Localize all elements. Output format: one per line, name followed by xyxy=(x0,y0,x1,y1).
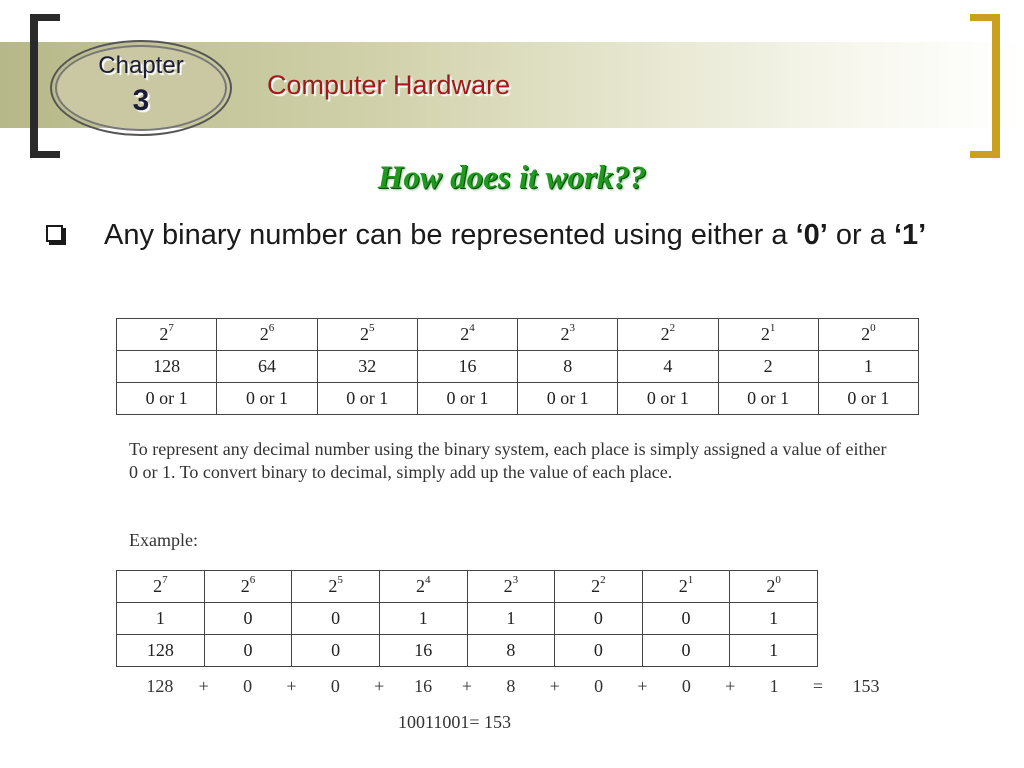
bit-cell: 1 xyxy=(117,603,205,635)
sum-term: 0 xyxy=(681,676,691,696)
option-cell: 0 or 1 xyxy=(718,383,818,415)
example-bits-row xyxy=(117,603,818,635)
power-base: 2 xyxy=(591,576,601,596)
sum-term: 1 xyxy=(769,676,779,696)
power-exponent: 4 xyxy=(469,322,475,334)
value-cell: 4 xyxy=(618,351,718,383)
option-cell: 0 or 1 xyxy=(417,383,517,415)
explanation-paragraph: To represent any decimal number using the binary system, each place is simply assigned a value of either 0 or 1. To convert binary to decimal, simply add up the value of each place. xyxy=(129,439,887,482)
value-cell: 32 xyxy=(317,351,417,383)
plus-operator: + xyxy=(374,676,385,696)
power-exponent: 3 xyxy=(569,322,575,334)
power-cell xyxy=(718,319,818,351)
sum-term: 16 xyxy=(414,676,433,696)
plus-operator: + xyxy=(637,676,648,696)
power-base: 2 xyxy=(159,324,169,344)
power-cell xyxy=(379,571,467,603)
bullet-text-middle: or a xyxy=(827,219,894,251)
bit-cell: 1 xyxy=(379,603,467,635)
example-label: Example: xyxy=(129,530,198,550)
bullet-text xyxy=(104,217,1004,253)
sum-term: 0 xyxy=(243,676,253,696)
value-cell: 16 xyxy=(417,351,517,383)
power-exponent: 6 xyxy=(268,322,275,334)
power-cell xyxy=(818,319,918,351)
power-base: 2 xyxy=(760,324,770,344)
value-cell: 2 xyxy=(718,351,818,383)
option-cell: 0 or 1 xyxy=(217,383,317,415)
place-value-table xyxy=(116,318,919,415)
bit-cell: 0 xyxy=(642,603,730,635)
bit-cell: 0 xyxy=(204,603,292,635)
power-base: 2 xyxy=(415,576,425,596)
power-base: 2 xyxy=(766,576,776,596)
result-equation: 10011001= 153 xyxy=(398,712,511,732)
power-exponent: 4 xyxy=(424,574,431,586)
power-exponent: 6 xyxy=(249,574,256,586)
power-base: 2 xyxy=(560,324,570,344)
power-cell xyxy=(217,319,317,351)
checkbox-bullet-icon xyxy=(46,225,63,242)
place-value-cell: 1 xyxy=(730,635,818,667)
power-exponent: 7 xyxy=(162,574,168,586)
example-table xyxy=(116,570,818,667)
power-base: 2 xyxy=(460,324,470,344)
sum-term: 8 xyxy=(506,676,516,696)
power-exponent: 7 xyxy=(168,322,174,334)
power-base: 2 xyxy=(503,576,513,596)
power-cell xyxy=(117,571,205,603)
example-powers-row xyxy=(117,571,818,603)
power-base: 2 xyxy=(259,324,269,344)
option-cell: 0 or 1 xyxy=(618,383,718,415)
power-exponent: 0 xyxy=(775,574,781,586)
sum-term: 0 xyxy=(594,676,604,696)
power-exponent: 5 xyxy=(368,322,375,334)
equals-operator: = xyxy=(812,676,824,696)
power-cell xyxy=(730,571,818,603)
power-exponent: 2 xyxy=(600,574,606,586)
plus-operator: + xyxy=(461,676,473,696)
bullet-text-start: Any binary number can be represented using either a xyxy=(104,219,796,251)
option-cell: 0 or 1 xyxy=(317,383,417,415)
power-base: 2 xyxy=(153,576,163,596)
power-cell xyxy=(467,571,555,603)
value-cell: 64 xyxy=(217,351,317,383)
place-value-cell: 0 xyxy=(204,635,292,667)
value-cell: 1 xyxy=(818,351,918,383)
power-exponent: 2 xyxy=(669,322,676,334)
sum-term: 0 xyxy=(330,676,340,696)
power-exponent: 5 xyxy=(337,574,343,586)
power-cell xyxy=(317,319,417,351)
plus-operator: + xyxy=(725,676,736,696)
plus-operator: + xyxy=(286,676,297,696)
power-base: 2 xyxy=(660,324,670,344)
chapter-label: Chapter xyxy=(98,52,184,79)
right-bracket-decoration xyxy=(970,14,1000,158)
options-row xyxy=(117,383,919,415)
bit-cell: 0 xyxy=(292,603,380,635)
slide-title: How does it work?? xyxy=(377,160,647,196)
plus-operator: + xyxy=(198,676,209,696)
bullet-bold-zero: ‘0’ xyxy=(795,219,828,251)
place-value-cell: 0 xyxy=(642,635,730,667)
power-cell xyxy=(618,319,718,351)
bit-cell: 1 xyxy=(467,603,555,635)
power-exponent: 3 xyxy=(512,574,519,586)
power-base: 2 xyxy=(861,324,871,344)
header-title: Computer Hardware xyxy=(267,70,511,100)
bit-cell: 0 xyxy=(555,603,643,635)
power-exponent: 1 xyxy=(769,322,776,334)
option-cell: 0 or 1 xyxy=(117,383,217,415)
sum-total: 153 xyxy=(852,676,880,696)
power-cell xyxy=(555,571,643,603)
place-value-cell: 0 xyxy=(292,635,380,667)
power-cell xyxy=(117,319,217,351)
value-cell: 128 xyxy=(117,351,217,383)
option-cell: 0 or 1 xyxy=(518,383,618,415)
bit-cell: 1 xyxy=(730,603,818,635)
value-cell: 8 xyxy=(518,351,618,383)
power-exponent: 0 xyxy=(870,322,876,334)
plus-operator: + xyxy=(549,676,560,696)
bullet-bold-one: ‘1’ xyxy=(893,219,927,251)
power-cell xyxy=(518,319,618,351)
example-place-values-row xyxy=(117,635,818,667)
powers-row xyxy=(117,319,919,351)
power-base: 2 xyxy=(359,324,369,344)
place-value-cell: 0 xyxy=(555,635,643,667)
sum-term: 128 xyxy=(146,676,174,696)
power-cell xyxy=(642,571,730,603)
values-row xyxy=(117,351,919,383)
power-cell xyxy=(292,571,380,603)
power-exponent: 1 xyxy=(687,574,694,586)
power-base: 2 xyxy=(678,576,688,596)
option-cell: 0 or 1 xyxy=(818,383,918,415)
place-value-cell: 128 xyxy=(117,635,205,667)
chapter-number: 3 xyxy=(132,84,150,117)
power-base: 2 xyxy=(328,576,338,596)
place-value-cell: 8 xyxy=(467,635,555,667)
power-cell xyxy=(417,319,517,351)
power-cell xyxy=(204,571,292,603)
place-value-cell: 16 xyxy=(379,635,467,667)
power-base: 2 xyxy=(240,576,250,596)
